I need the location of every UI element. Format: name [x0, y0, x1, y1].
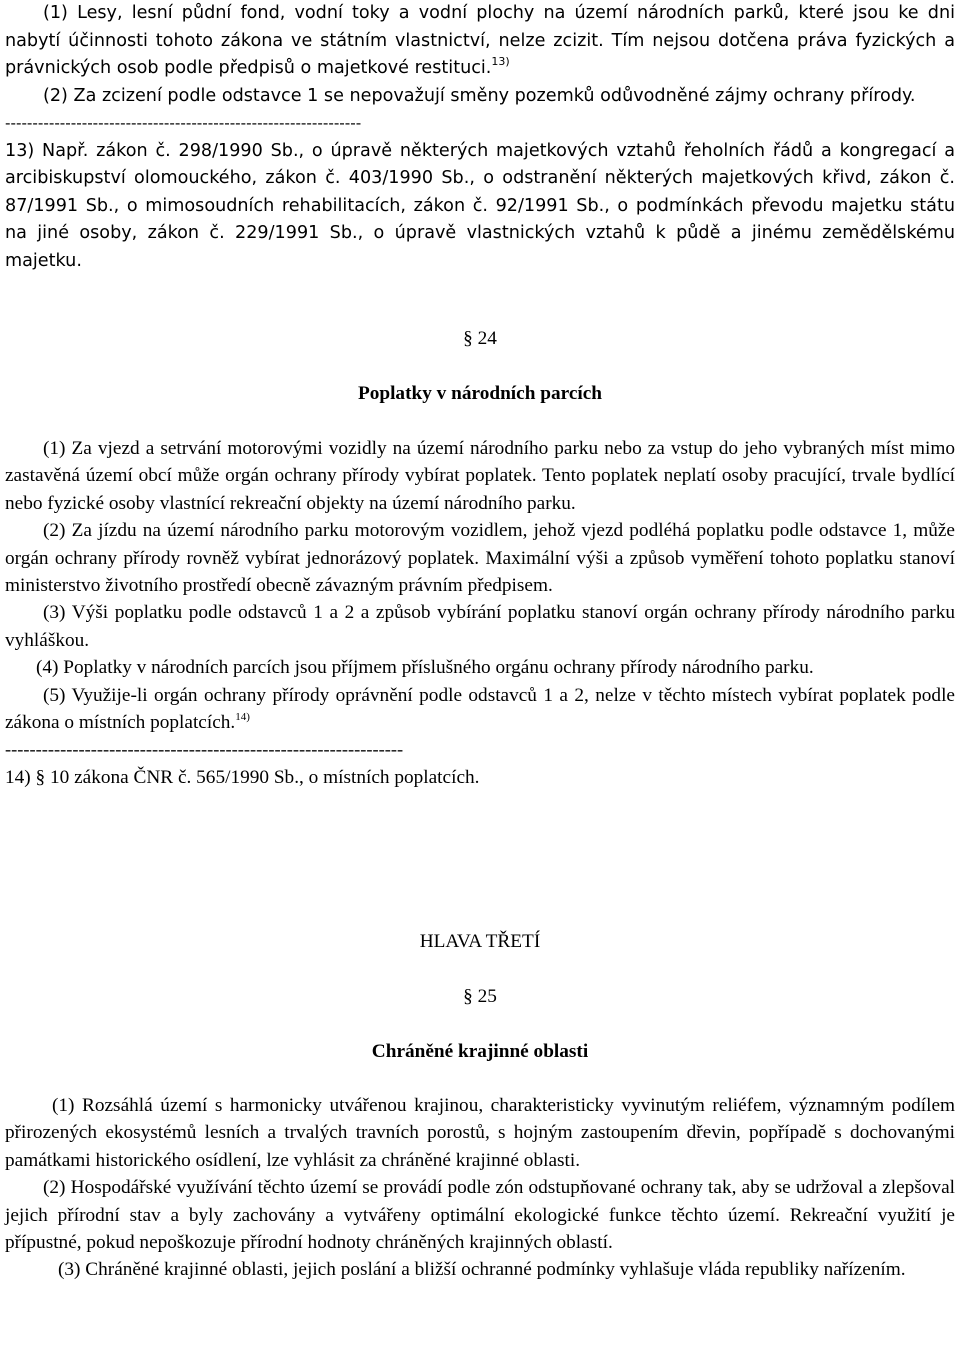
section-24-paragraph-2: (2) Za jízdu na území národního parku motorovým vozidlem, jehož vjezd podléhá poplatku podle odstavce 1, může orgán ochrany přírody rovněž vybírat jednorázový poplatek. Maximální výši a způsob vyměření tohoto poplatku stanoví ministerstvo životního prostředí obecně závazným právním předpisem. — [5, 520, 955, 597]
section-24-paragraph-3: (3) Výši poplatku podle odstavců 1 a 2 a způsob vybírání poplatku stanoví orgán ochrany přírody národního parku vyhláškou. — [5, 602, 955, 651]
section-24 — [5, 325, 955, 791]
section-25-paragraph-2: (2) Hospodářské využívání těchto území se provádí podle zón odstupňované ochrany tak, aby se udržoval a zlepšoval jejich přírodní stav a byly zachovány a vytvářeny optimální ekologické funkce těchto území. Rekreační využití je přípustné, pokud nepoškozuje přírodní hodnoty chráněných krajinných oblastí. — [5, 1177, 955, 1254]
footnote-separator-2: ----------------------------------------------------------------- — [5, 739, 404, 760]
section-25-paragraph-1: (1) Rozsáhlá území s harmonicky utvářenou krajinou, charakteristicky vyvinutým reliéfem, významným podílem přirozených ekosystémů lesních a trvalých travních porostů, s hojným zastoupením dřevin, popřípadě s dochovanými památkami historického osídlení, lze vyhlásit za chráněné krajinné oblasti. — [5, 1095, 955, 1171]
section-24-paragraph-5 — [5, 682, 955, 737]
footnote-separator: ----------------------------------------------------------------- — [5, 114, 362, 132]
footnote-14: 14) § 10 zákona ČNR č. 565/1990 Sb., o místních poplatcích. — [5, 766, 480, 788]
section-25-body — [5, 1092, 955, 1284]
section-24-title: Poplatky v národních parcích — [357, 383, 603, 404]
section-25-paragraph-3: (3) Chráněné krajinné oblasti, jejich poslání a bližší ochranné podmínky vyhlašuje vláda republiky nařízením. — [58, 1259, 906, 1281]
paragraph-1-text: (1) Lesy, lesní půdní fond, vodní toky a vodní plochy na území národních parků, které jsou ke dni nabytí účinnosti tohoto zákona ve státním vlastnictví, nelze zcizit. Tím nejsou dotčena práva fyzických a právnických osob podle předpisů o majetkové restituci. — [5, 3, 955, 78]
section-24-number: § 24 — [463, 328, 497, 349]
section-25 — [5, 983, 955, 1284]
upper-section — [5, 0, 955, 275]
footnote-ref-14: 14) — [235, 711, 250, 724]
chapter-heading: HLAVA TŘETÍ — [419, 931, 541, 952]
chapter-3 — [5, 928, 955, 955]
section-24-body — [5, 435, 955, 791]
section-24-paragraph-1: (1) Za vjezd a setrvání motorovými vozidly na území národního parku nebo za vstup do jeho vybraných míst mimo zastavěná území obcí může orgán ochrany přírody vybírat poplatek. Tento poplatek neplatí osoby pracující, trvale bydlící nebo fyzické osoby vlastnící rekreační objekty na území národního parku. — [5, 438, 955, 514]
paragraph-1 — [5, 0, 955, 83]
section-24-paragraph-5-text: (5) Využije-li orgán ochrany přírody oprávnění podle odstavců 1 a 2, nelze v těchto místech vybírat poplatek podle zákona o místních poplatcích. — [5, 684, 955, 734]
footnote-13: 13) Např. zákon č. 298/1990 Sb., o úpravě některých majetkových vztahů řeholních řádů a kongregací a arcibiskupství olomouckého, zákon č. 403/1990 Sb., o odstranění některých majetkových křivd, zákon č. 87/1991 Sb., o mimosoudních rehabilitacích, zákon č. 92/1991 Sb., o podmínkách převodu majetku státu na jiné osoby, zákon č. 229/1991 Sb., o úpravě vlastnických vztahů k půdě a jinému zemědělskému majetku. — [5, 140, 955, 271]
section-24-paragraph-4: (4) Poplatky v národních parcích jsou příjmem příslušného orgánu ochrany přírody národního parku. — [36, 657, 814, 679]
paragraph-2: (2) Za zcizení podle odstavce 1 se nepovažují směny pozemků odůvodněné zájmy ochrany přírody. — [43, 85, 916, 106]
section-25-title: Chráněné krajinné oblasti — [371, 1041, 589, 1062]
footnote-ref-13: 13) — [491, 55, 510, 68]
section-25-number: § 25 — [463, 986, 497, 1007]
